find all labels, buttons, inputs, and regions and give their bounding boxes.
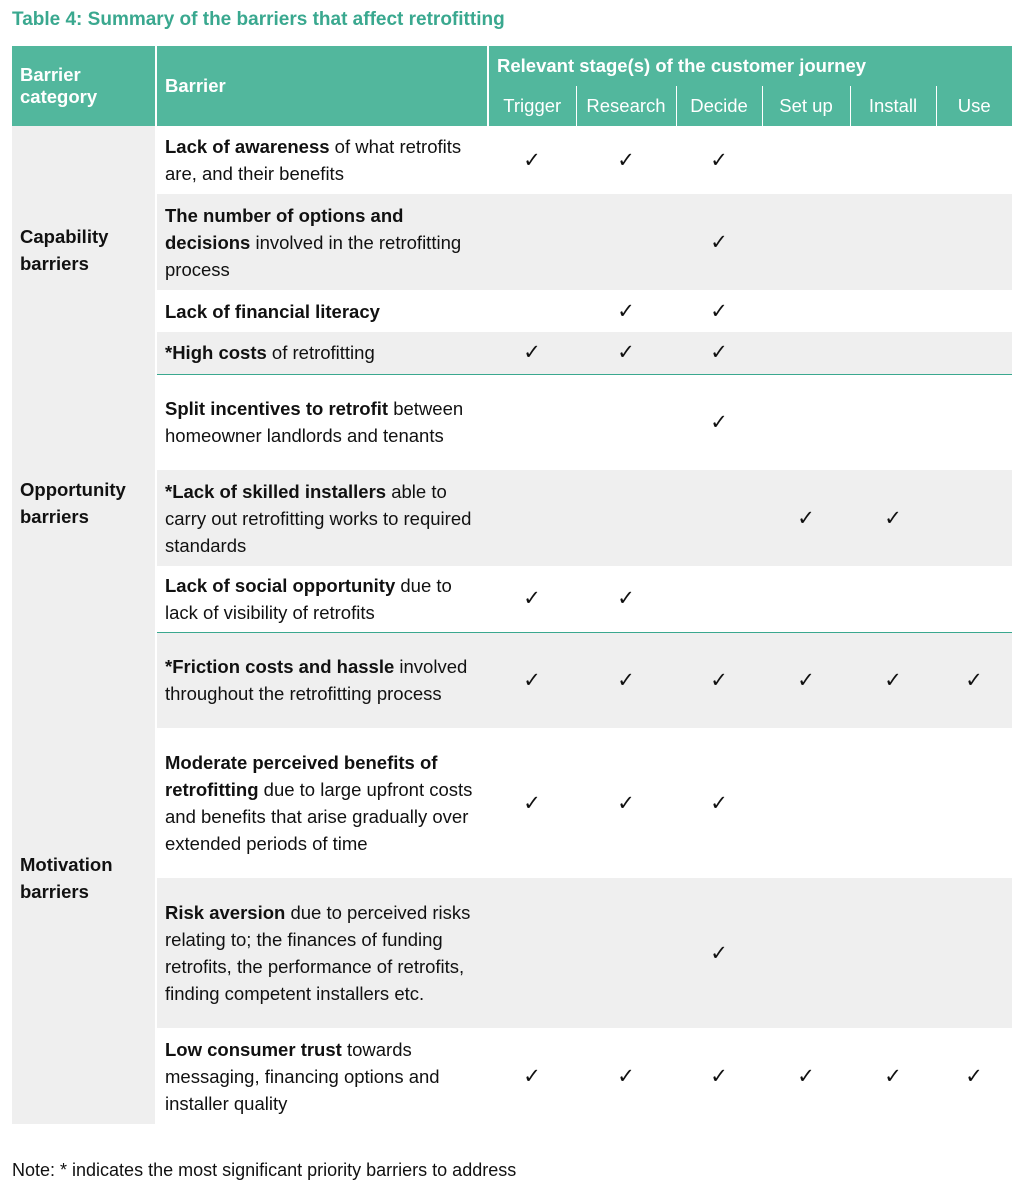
check-mark-icon: ✓ [710,791,728,815]
barrier-description: of what retrofits are, and their benefits [165,136,462,184]
stage-cell-decide [676,290,762,332]
table-body [12,126,1012,1124]
stage-cell-use [936,878,1012,1028]
barrier-cell [156,332,488,374]
check-mark-icon: ✓ [617,587,635,611]
stage-cell-use [936,126,1012,194]
stage-cell-set-up [762,374,850,470]
stage-cell-decide [676,878,762,1028]
footnote: Note: * indicates the most significant priority barriers to address [12,1160,517,1180]
stage-cell-research [576,194,676,290]
barrier-description: due to large upfront costs and benefits that arise gradually over extended periods of time [165,779,473,854]
barrier-name: Lack of awareness [165,136,330,157]
check-mark-icon: ✓ [710,148,728,172]
stage-cell-set-up [762,728,850,878]
check-mark-icon: ✓ [710,341,728,365]
barrier-cell [156,632,488,728]
stage-cell-set-up [762,566,850,632]
check-mark-icon: ✓ [523,1064,541,1088]
check-mark-icon: ✓ [523,148,541,172]
barrier-cell [156,126,488,194]
barrier-description: due to lack of visibility of retrofits [165,574,452,623]
barrier-description: towards messaging, financing options and installer quality [165,1038,440,1114]
check-mark-icon: ✓ [617,148,635,172]
stage-cell-research [576,290,676,332]
barrier-name: Split incentives to retrofit [165,398,389,420]
check-mark-icon: ✓ [797,506,815,530]
stage-cell-set-up [762,1028,850,1124]
stage-cell-set-up [762,332,850,374]
check-mark-icon: ✓ [710,299,728,323]
table-title: Table 4: Summary of the barriers that affect retrofitting [12,9,505,30]
stage-cell-decide [676,632,762,728]
barrier-description: involved in the retrofitting process [165,231,462,280]
stage-cell-trigger [488,290,576,332]
barrier-name: Risk aversion [165,902,286,923]
barrier-description: able to carry out retrofitting works to required standards [165,480,472,556]
stage-cell-research [576,566,676,632]
barrier-name: Low consumer trust [165,1038,342,1060]
barrier-name: *Friction costs and hassle [165,656,395,678]
stage-cell-decide [676,126,762,194]
stage-cell-decide [676,470,762,566]
header-stage-decide: Decide [676,86,762,126]
stage-cell-decide [676,728,762,878]
check-mark-icon: ✓ [797,668,815,692]
table-row [12,374,1012,470]
check-mark-icon: ✓ [617,1064,635,1088]
barrier-cell [156,374,488,470]
stage-cell-install [850,332,936,374]
check-mark-icon: ✓ [617,299,635,323]
table-row [12,470,1012,566]
barrier-name: Lack of social opportunity [165,574,396,596]
barrier-category-cell: Capability barriers [12,126,156,374]
stage-cell-trigger [488,728,576,878]
stage-cell-trigger [488,566,576,632]
stage-cell-decide [676,374,762,470]
stage-cell-install [850,878,936,1028]
barrier-name: The number of options and decisions [165,204,404,253]
stage-cell-use [936,332,1012,374]
table-row [12,878,1012,1028]
check-mark-icon: ✓ [710,1064,728,1088]
barrier-cell [156,1028,488,1124]
stage-cell-install [850,374,936,470]
check-mark-icon: ✓ [965,668,983,692]
stage-cell-research [576,332,676,374]
stage-cell-set-up [762,194,850,290]
table-row [12,566,1012,632]
header-barrier: Barrier [156,46,488,126]
stage-cell-use [936,566,1012,632]
check-mark-icon: ✓ [523,668,541,692]
stage-cell-install [850,632,936,728]
stage-cell-set-up [762,470,850,566]
check-mark-icon: ✓ [965,1064,983,1088]
barrier-description: due to perceived risks relating to; the finances of funding retrofits, the performance of retrofits, finding competent installers etc. [165,902,471,1004]
barrier-cell [156,194,488,290]
barrier-description: of retrofitting [266,342,375,364]
barrier-description: between homeowner landlords and tenants [165,398,464,447]
barrier-category-cell: Opportunity barriers [12,374,156,632]
stage-cell-install [850,566,936,632]
stage-cell-install [850,470,936,566]
stage-cell-set-up [762,878,850,1028]
stage-cell-use [936,1028,1012,1124]
check-mark-icon: ✓ [710,410,728,434]
check-mark-icon: ✓ [797,1064,815,1088]
stage-cell-research [576,470,676,566]
table-row [12,632,1012,728]
stage-cell-trigger [488,332,576,374]
barrier-cell [156,566,488,632]
header-stage-set-up: Set up [762,86,850,126]
barrier-cell [156,878,488,1028]
check-mark-icon: ✓ [523,791,541,815]
header-stage-research: Research [576,86,676,126]
barrier-category-cell: Motivation barriers [12,632,156,1124]
check-mark-icon: ✓ [617,668,635,692]
stage-cell-use [936,632,1012,728]
barrier-name: Lack of financial literacy [165,300,380,322]
stage-cell-set-up [762,632,850,728]
table-row [12,126,1012,194]
barrier-cell [156,470,488,566]
stage-cell-use [936,194,1012,290]
header-stage-install: Install [850,86,936,126]
header-stage-use: Use [936,86,1012,126]
check-mark-icon: ✓ [710,941,728,965]
check-mark-icon: ✓ [523,587,541,611]
check-mark-icon: ✓ [884,506,902,530]
barrier-name: Moderate perceived benefits of retrofitting [165,752,438,800]
stage-cell-research [576,632,676,728]
table-row [12,728,1012,878]
check-mark-icon: ✓ [710,230,728,254]
stage-cell-research [576,374,676,470]
stage-cell-decide [676,566,762,632]
table-row [12,194,1012,290]
stage-cell-research [576,1028,676,1124]
barrier-cell [156,728,488,878]
stage-cell-install [850,126,936,194]
stage-cell-trigger [488,632,576,728]
stage-cell-use [936,374,1012,470]
check-mark-icon: ✓ [617,791,635,815]
stage-cell-trigger [488,470,576,566]
stage-cell-use [936,728,1012,878]
barriers-table [12,46,1012,1124]
check-mark-icon: ✓ [884,668,902,692]
stage-cell-trigger [488,878,576,1028]
barrier-cell [156,290,488,332]
header-stage-trigger: Trigger [488,86,576,126]
stage-cell-use [936,470,1012,566]
header-barrier-category: Barrier category [12,46,156,126]
stage-cell-decide [676,332,762,374]
stage-cell-install [850,194,936,290]
stage-cell-set-up [762,290,850,332]
stage-cell-trigger [488,126,576,194]
stage-cell-research [576,126,676,194]
stage-cell-research [576,878,676,1028]
stage-cell-install [850,728,936,878]
stage-cell-decide [676,1028,762,1124]
stage-cell-trigger [488,374,576,470]
stage-cell-install [850,290,936,332]
check-mark-icon: ✓ [523,341,541,365]
check-mark-icon: ✓ [617,341,635,365]
stage-cell-install [850,1028,936,1124]
check-mark-icon: ✓ [884,1064,902,1088]
barrier-name: *High costs [165,342,267,364]
stage-cell-research [576,728,676,878]
table-row [12,332,1012,374]
header-stage-group: Relevant stage(s) of the customer journey [488,46,1012,86]
table-row [12,290,1012,332]
stage-cell-trigger [488,1028,576,1124]
stage-cell-trigger [488,194,576,290]
stage-cell-set-up [762,126,850,194]
stage-cell-use [936,290,1012,332]
table-row [12,1028,1012,1124]
stage-cell-decide [676,194,762,290]
check-mark-icon: ✓ [710,668,728,692]
barrier-name: *Lack of skilled installers [165,480,387,502]
barrier-description: involved throughout the retrofitting process [165,656,468,705]
